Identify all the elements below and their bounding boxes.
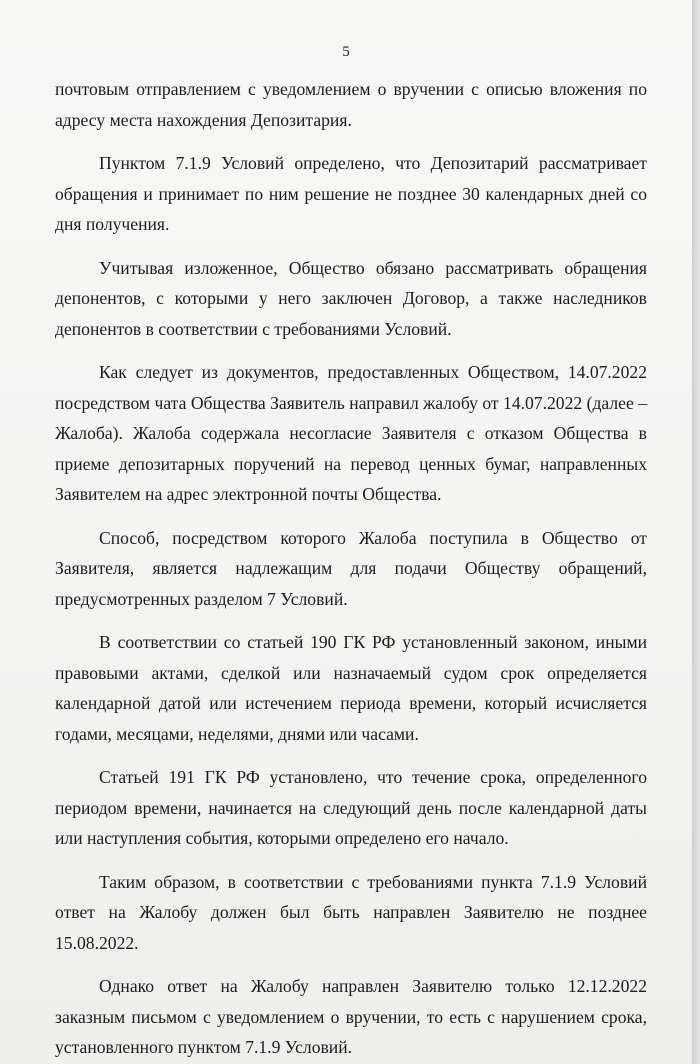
- page-number: 5: [342, 44, 350, 60]
- paragraph-violation: Однако ответ на Жалобу направлен Заявителю только 12.12.2022 заказным письмом с уведомлением о вручении, то есть с нарушением срока, установленного пунктом 7.1.9 Условий.: [55, 976, 647, 1057]
- page-edge: [692, 0, 700, 1064]
- paragraph-obligation: Учитывая изложенное, Общество обязано рассматривать обращения депонентов, с которыми у него заключен Договор, а также наследников депонентов в соответствии с требованиями Условий.: [55, 257, 647, 339]
- document-body: [55, 74, 647, 1064]
- paragraph-continuation: почтовым отправлением с уведомлением о вручении с описью вложения по адресу места нахождения Депозитария.: [55, 79, 647, 130]
- paragraph-article-191: Статьей 191 ГК РФ установлено, что течение срока, определенного периодом времени, начинается на следующий день после календарной даты или наступления события, которыми определено его начало.: [55, 767, 647, 848]
- paragraph-submission-method: Способ, посредством которого Жалоба поступила в Общество от Заявителя, является надлежащим для подачи Обществу обращений, предусмотренных разделом 7 Условий.: [55, 527, 647, 609]
- paragraph-review-period: Пунктом 7.1.9 Условий определено, что Депозитарий рассматривает обращения и принимает по ним решение не позднее 30 календарных дней со дня получения.: [55, 153, 647, 234]
- paragraph-deadline: Таким образом, в соответствии с требованиями пункта 7.1.9 Условий ответ на Жалобу должен был быть направлен Заявителю не позднее 15.08.2022.: [55, 871, 647, 953]
- paragraph-complaint: Как следует из документов, предоставленных Обществом, 14.07.2022 посредством чата Общества Заявитель направил жалобу от 14.07.2022 (далее – Жалоба). Жалоба содержала несогласие Заявителя с отказом Общества в приеме депозитарных поручений на перевод ценных бумаг, направленных Заявителем на адрес электронной почты Общества.: [55, 362, 647, 504]
- paragraph-article-190: В соответствии со статьей 190 ГК РФ установленный законом, иными правовыми актами, сделкой или назначаемый судом срок определяется календарной датой или истечением периода времени, который исчисляется годами, месяцами, неделями, днями или часами.: [55, 632, 647, 744]
